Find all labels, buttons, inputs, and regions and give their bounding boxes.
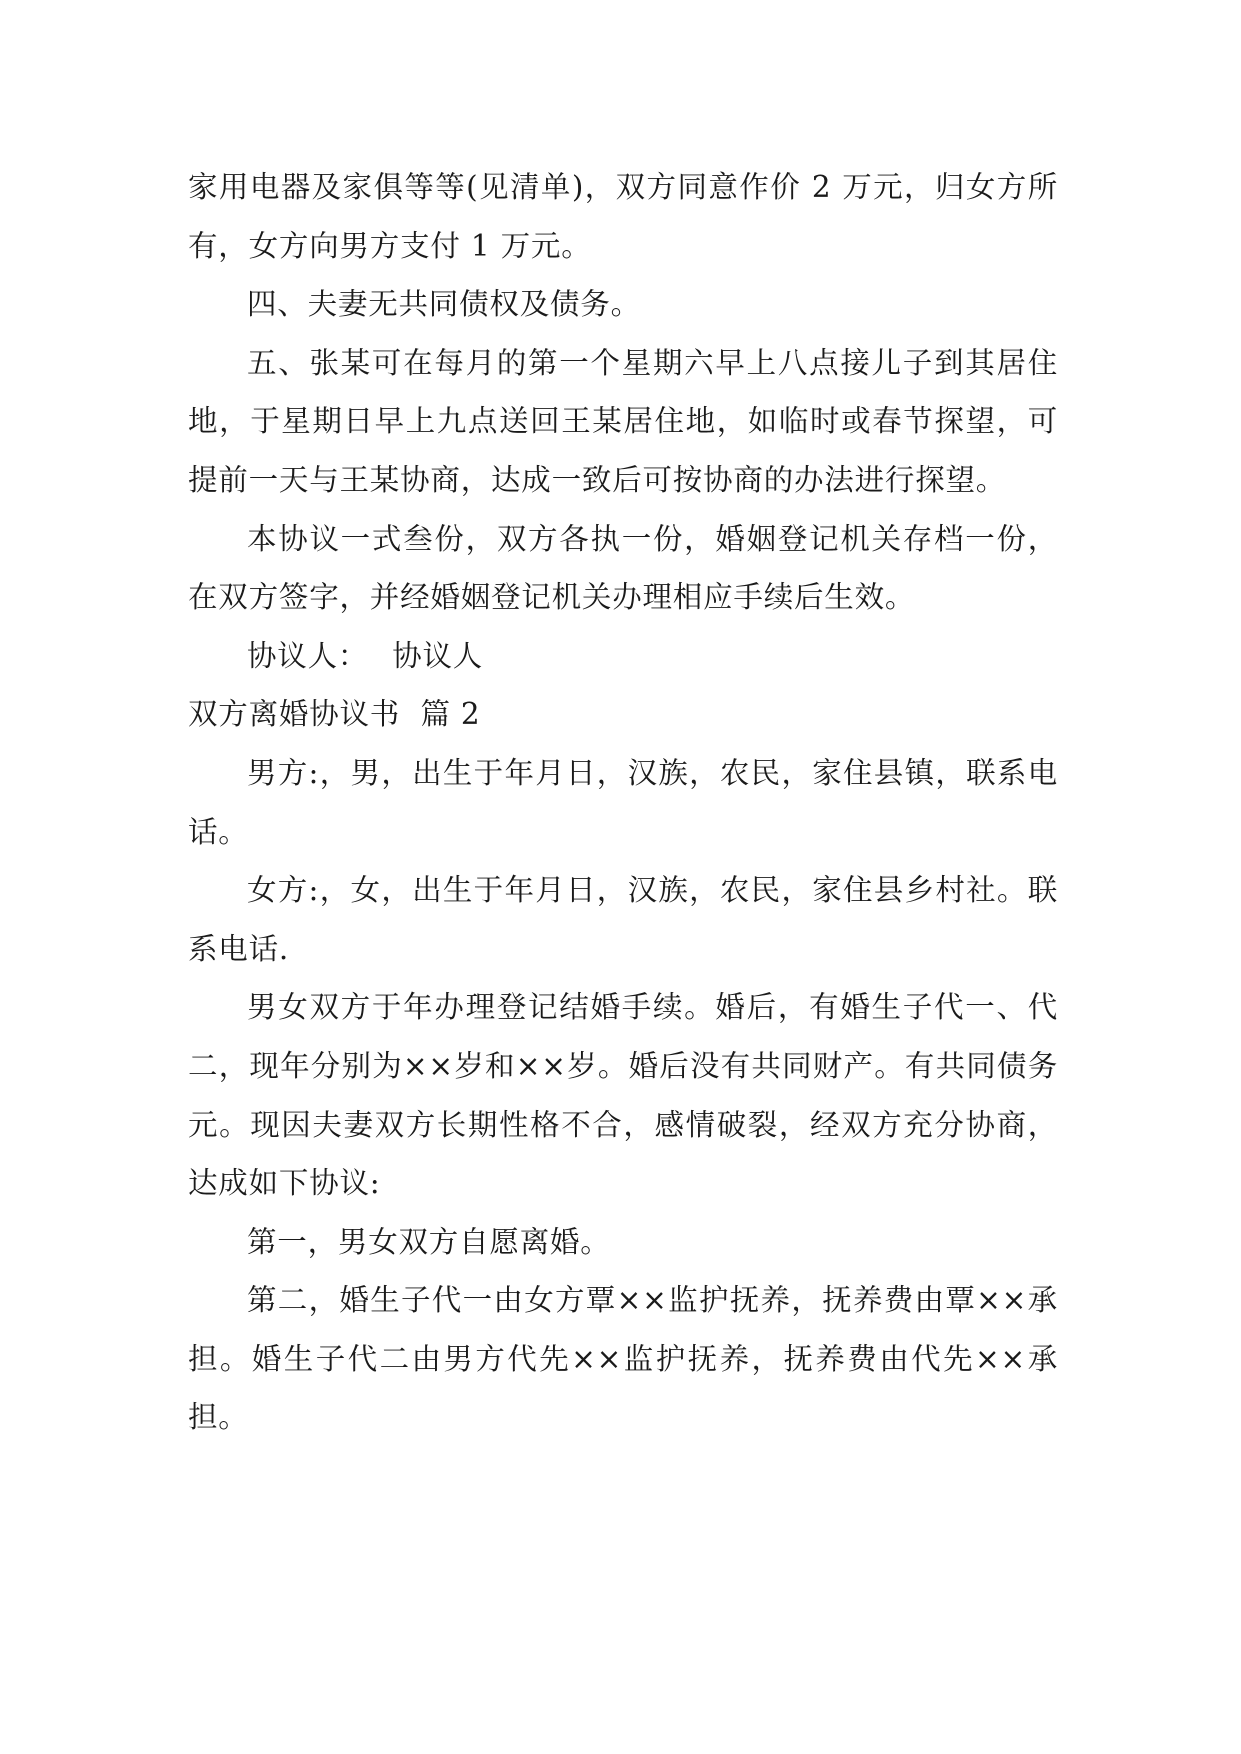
paragraph-clause-four: 四、夫妻无共同债权及债务。 xyxy=(247,287,641,322)
paragraph-wife: 女方:，女，出生于年月日，汉族，农民，家住县乡村社。联系电话. xyxy=(188,873,1058,966)
signature-line xyxy=(188,627,1058,686)
paragraph-article-one: 第一，男女双方自愿离婚。 xyxy=(247,1224,611,1259)
paragraph-article-two: 第二，婚生子代一由女方覃××监护抚养，抚养费由覃××承担。婚生子代二由男方代先××监护抚养，抚养费由代先××承担。 xyxy=(188,1283,1058,1435)
paragraph-copies: 本协议一式叁份，双方各执一份，婚姻登记机关存档一份，在双方签字，并经婚姻登记机关办理相应手续后生效。 xyxy=(188,521,1058,615)
paragraph-marriage: 男女双方于年办理登记结婚手续。婚后，有婚生子代一、代二，现年分别为××岁和××岁。婚后没有共同财产。有共同债务元。现因夫妻双方长期性格不合，感情破裂，经双方充分协商，达成如下协议: xyxy=(188,990,1058,1201)
paragraph-clause-five: 五、张某可在每月的第一个星期六早上八点接儿子到其居住地，于星期日早上九点送回王某居住地，如临时或春节探望，可提前一天与王某协商，达成一致后可按协商的办法进行探望。 xyxy=(188,345,1058,497)
signer-label-2: 协议人 xyxy=(392,638,484,673)
document-body xyxy=(188,158,1058,1447)
section-title: 双方离婚协议书 篇 2 xyxy=(188,697,481,732)
paragraph-husband: 男方:，男，出生于年月日，汉族，农民，家住县镇，联系电话。 xyxy=(188,755,1058,849)
paragraph-appliances: 家用电器及家俱等等(见清单)，双方同意作价 2 万元，归女方所有，女方向男方支付 1 万元。 xyxy=(188,170,1058,263)
signer-label-1: 协议人： xyxy=(247,638,369,673)
